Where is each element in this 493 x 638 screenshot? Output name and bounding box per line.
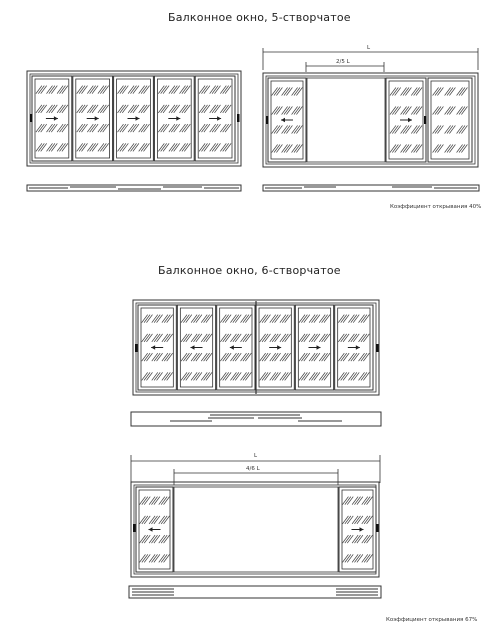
dim-opening-label: 2/5 L: [336, 59, 350, 65]
dim-opening-label: 4/6 L: [246, 466, 260, 472]
arrow-head: [230, 345, 234, 349]
arrow-head: [217, 116, 221, 120]
title-5-sash: Балконное окно, 5-створчатое: [168, 11, 351, 24]
dim-total-label: L: [367, 45, 371, 51]
arrow-head: [54, 116, 58, 120]
arrow-head: [136, 116, 140, 120]
dim-total-label: L: [254, 453, 258, 459]
arrow-head: [281, 118, 285, 122]
title-6-sash: Балконное окно, 6-створчатое: [158, 264, 341, 277]
opening: [307, 78, 385, 162]
handle: [266, 116, 269, 124]
plan-5-sash-open: [262, 180, 480, 194]
arrow-head: [176, 116, 180, 120]
arrow-head: [191, 345, 195, 349]
coefficient-6: Коэффициент открывания 67%: [386, 617, 478, 623]
window-6-sash-open: [130, 451, 382, 581]
arrow-head: [149, 527, 153, 531]
window-6-sash-closed: [132, 299, 381, 397]
handle: [237, 114, 240, 122]
window-5-sash-open: [262, 44, 480, 169]
arrow-head: [360, 527, 364, 531]
plan-5-sash-closed: [26, 180, 242, 194]
arrow-head: [277, 345, 281, 349]
arrow-head: [151, 345, 155, 349]
handle: [135, 344, 138, 352]
handle: [376, 344, 379, 352]
coefficient-5: Коэффициент открывания 40%: [390, 204, 482, 210]
arrow-head: [317, 345, 321, 349]
outer-frame: [263, 73, 478, 167]
window-5-sash-closed: [26, 70, 242, 167]
plan-6-sash-open: [128, 584, 382, 600]
plan-6-sash-closed: [130, 408, 382, 428]
arrow-head: [408, 118, 412, 122]
handle: [133, 524, 136, 532]
handle: [30, 114, 33, 122]
handle: [376, 524, 379, 532]
arrow-head: [95, 116, 99, 120]
window-frame: [263, 73, 478, 167]
arrow-head: [356, 345, 360, 349]
opening: [174, 487, 338, 572]
handle: [424, 116, 427, 124]
